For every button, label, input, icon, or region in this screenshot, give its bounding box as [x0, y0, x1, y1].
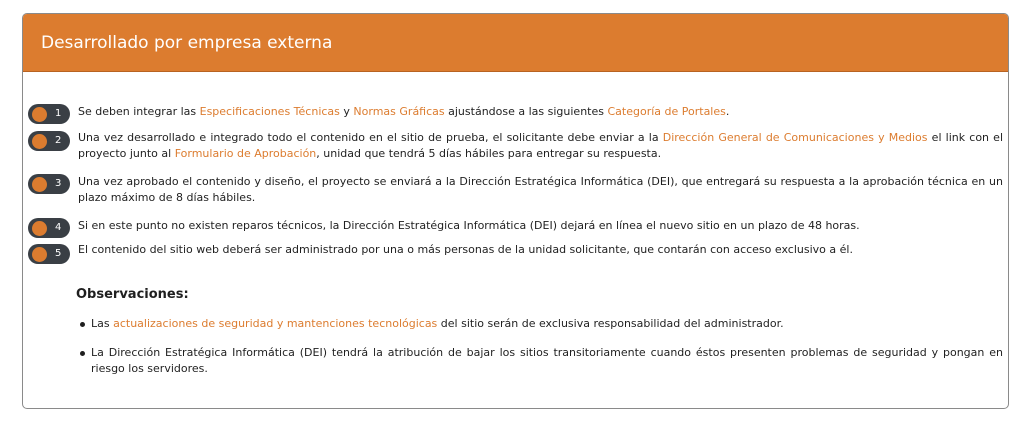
- link-formulario-aprobacion[interactable]: Formulario de Aprobación: [174, 147, 317, 160]
- step-badge: [28, 131, 70, 151]
- link-normas-graficas[interactable]: Normas Gráficas: [353, 105, 445, 118]
- circle-icon: [32, 134, 47, 149]
- step-text: Se deben integrar las Especificaciones Técnicas y Normas Gráficas ajustándose a las siguientes Categoría de Portales.: [78, 105, 730, 118]
- list-item: Las actualizaciones de seguridad y mantenciones tecnológicas del sitio serán de exclusiva responsabilidad del administrador.: [78, 316, 1003, 332]
- step-number: 2: [55, 135, 62, 146]
- step-number: 1: [55, 108, 62, 119]
- link-especificaciones-tecnicas[interactable]: Especificaciones Técnicas: [199, 105, 340, 118]
- bullet-icon: [80, 351, 85, 356]
- card-header: [23, 14, 1008, 72]
- step-text: Una vez aprobado el contenido y diseño, el proyecto se enviará a la Dirección Estratégica Informática (DEI), que entregará su respuesta a la aprobación técnica en un plazo máximo de 8 días hábiles.: [78, 175, 1003, 204]
- circle-icon: [32, 221, 47, 236]
- link-categoria-portales[interactable]: Categoría de Portales: [607, 105, 726, 118]
- step-text: El contenido del sitio web deberá ser administrado por una o más personas de la unidad solicitante, que contarán con acceso exclusivo a él.: [78, 243, 853, 256]
- list-item: La Dirección Estratégica Informática (DEI) tendrá la atribución de bajar los sitios transitoriamente cuando éstos presenten problemas de seguridad y pongan en riesgo los servidores.: [78, 345, 1003, 377]
- step-badge: [28, 104, 70, 124]
- circle-icon: [32, 177, 47, 192]
- step-number: 5: [55, 248, 62, 259]
- step-badge: [28, 218, 70, 238]
- link-actualizaciones-seguridad[interactable]: actualizaciones de seguridad y mantenciones tecnológicas: [113, 317, 438, 330]
- step-text: Una vez desarrollado e integrado todo el contenido en el sitio de prueba, el solicitante debe enviar a la Dirección General de Comunicaciones y Medios el link con el proyecto junto al Formulario de Aprobación, unidad que tendrá 5 días hábiles para entregar su respuesta.: [78, 131, 1003, 160]
- observations-title: Observaciones:: [76, 287, 189, 302]
- step-text: Si en este punto no existen reparos técnicos, la Dirección Estratégica Informática (DEI) dejará en línea el nuevo sitio en un plazo de 48 horas.: [78, 219, 860, 232]
- card-title: Desarrollado por empresa externa: [41, 32, 333, 53]
- link-direccion-comunicaciones[interactable]: Dirección General de Comunicaciones y Medios: [662, 131, 928, 144]
- circle-icon: [32, 107, 47, 122]
- info-card: [22, 13, 1009, 409]
- step-number: 4: [55, 222, 62, 233]
- circle-icon: [32, 247, 47, 262]
- step-badge: [28, 244, 70, 264]
- bullet-icon: [80, 322, 85, 327]
- step-badge: [28, 174, 70, 194]
- step-number: 3: [55, 178, 62, 189]
